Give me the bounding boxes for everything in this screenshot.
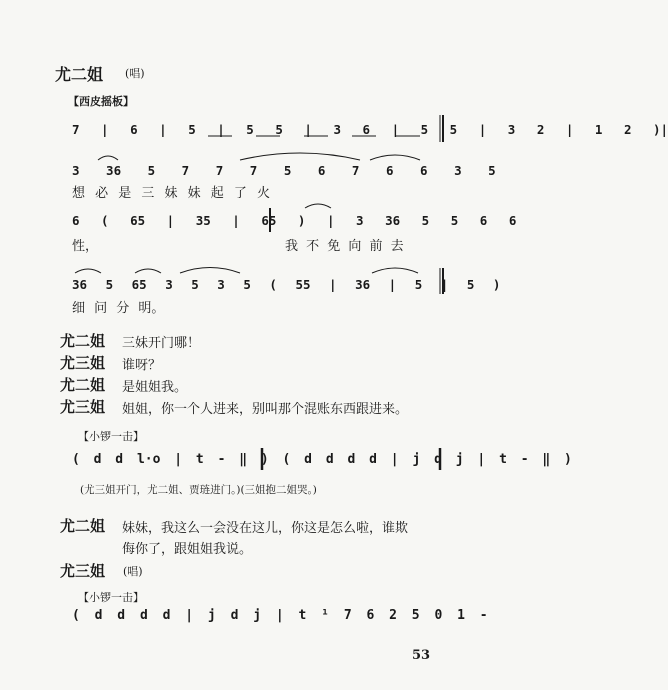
dialogue-role-3: 尤二姐: [60, 376, 106, 394]
gong-label-2: 【小锣一击】: [78, 591, 144, 604]
score-row-2: 3 36 5 7 7 7 5 6 7 6 6 3 5: [72, 163, 496, 178]
lyric-line-4: 细 问 分 明。: [72, 301, 165, 316]
dialogue-role-1: 尤二姐: [60, 332, 106, 350]
lyric-line-3: 我 不 免 向 前 去: [285, 239, 404, 254]
stage-direction: (尤三姐开门，尤二姐、贾琏进门。)(三姐抱二姐哭。): [80, 484, 317, 496]
tune-label: 【西皮摇板】: [68, 95, 134, 108]
score-row-4: 36 5 65 3 5 3 5 ( 55 | 36 | 5 | 5 ): [72, 277, 501, 292]
dialogue-role-4: 尤三姐: [60, 398, 106, 416]
percussion-row-2: ( d d d d | j d j | t ¹ 7 6 2 5 0 1 -: [72, 608, 488, 623]
speech-2-line-1: 妹妹，我这么一会没在这儿，你这是怎么啦，谁欺: [122, 521, 409, 536]
lyric-line-2: 性，: [72, 239, 99, 254]
sing-mark: (唱): [125, 67, 145, 80]
sing-mark-2: (唱): [123, 565, 143, 578]
speech-2-role: 尤二姐: [60, 517, 106, 535]
percussion-row-1: ( d d l·o | t - ‖ ) ( d d d d | j d j | t - ‖ ): [72, 452, 572, 467]
singer-role-name: 尤二姐: [55, 65, 104, 84]
gong-label-1: 【小锣一击】: [78, 430, 144, 443]
singer-role-name-2: 尤三姐: [60, 562, 106, 580]
lyric-line-1: 想 必 是 三 妹 妹 起 了 火: [72, 186, 271, 201]
page-number: 53: [412, 648, 431, 663]
dialogue-text-2: 谁呀？: [122, 358, 162, 373]
dialogue-text-1: 三妹开门哪！: [122, 336, 201, 351]
dialogue-role-2: 尤三姐: [60, 354, 106, 372]
score-row-1: 7 | 6 | 5 | 5 5 | 3 6 | 5 5 | 3 2 | 1 2 )|: [72, 122, 668, 137]
speech-2-line-2: 侮你了，跟姐姐我说。: [122, 542, 253, 557]
dialogue-text-3: 是姐姐我。: [122, 380, 188, 395]
dialogue-text-4: 姐姐，你一个人进来，别叫那个混账东西跟进来。: [122, 402, 409, 417]
score-row-3: 6 ( 65 | 35 | 65 ) | 3 36 5 5 6 6: [72, 213, 517, 228]
